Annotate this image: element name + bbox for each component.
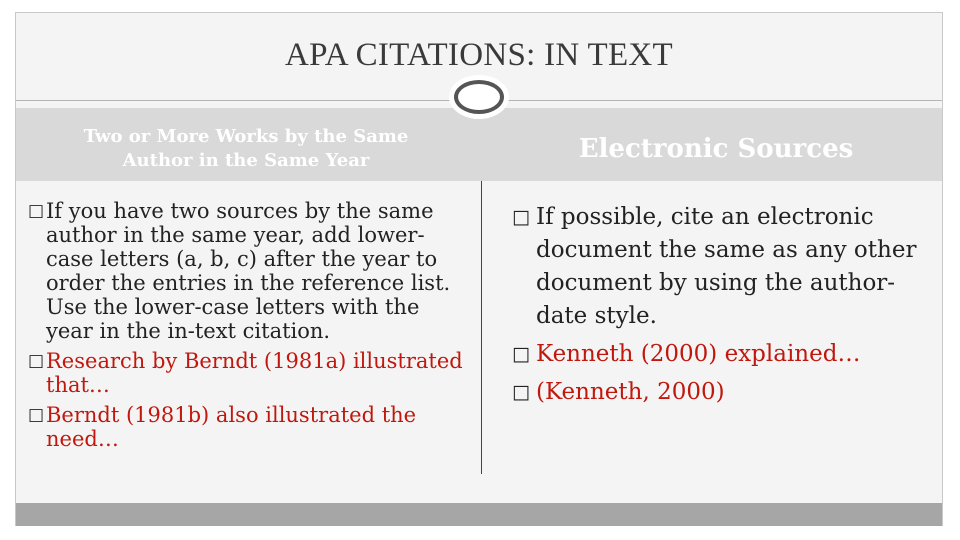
left-bullet-item: [16, 199, 466, 343]
right-bullet-item: [506, 376, 936, 409]
slide: [15, 12, 943, 526]
bullet-icon: □: [512, 381, 530, 403]
left-bullet-text: Berndt (1981b) also illustrated the need…: [46, 403, 417, 451]
bullet-icon: □: [28, 351, 45, 371]
right-bullet-text: Kenneth (2000) explained…: [536, 341, 861, 367]
right-bullet-text: If possible, cite an electronic document the same as any other document by using the author-date style.: [536, 204, 917, 329]
column-divider: [481, 181, 482, 474]
left-column-heading: Two or More Works by the Same Author in the Same Year: [83, 126, 409, 171]
left-bullet-text: If you have two sources by the same author in the same year, add lower-case letters (a, b, c) after the year to order the entries in the reference list. Use the lower-case letters with the year in the in-text citation.: [46, 199, 451, 343]
slide-title: APA CITATIONS: IN TEXT: [284, 37, 674, 73]
bullet-icon: □: [512, 343, 530, 365]
left-bullet-item: [16, 349, 466, 397]
left-bullet-text: Research by Berndt (1981a) illustrated that…: [46, 349, 463, 397]
right-bullet-text: (Kenneth, 2000): [536, 379, 725, 405]
right-bullet-item: [506, 201, 936, 333]
bullet-icon: □: [28, 405, 45, 425]
left-bullet-list: [16, 199, 466, 457]
right-bullet-item: [506, 338, 936, 371]
circle-ornament-icon: [454, 80, 504, 114]
right-column-heading: Electronic Sources: [578, 134, 854, 164]
left-bullet-item: [16, 403, 466, 451]
bullet-icon: □: [28, 201, 45, 221]
bullet-icon: □: [512, 206, 530, 228]
bottom-bar: [16, 503, 942, 526]
right-bullet-list: [506, 201, 936, 414]
